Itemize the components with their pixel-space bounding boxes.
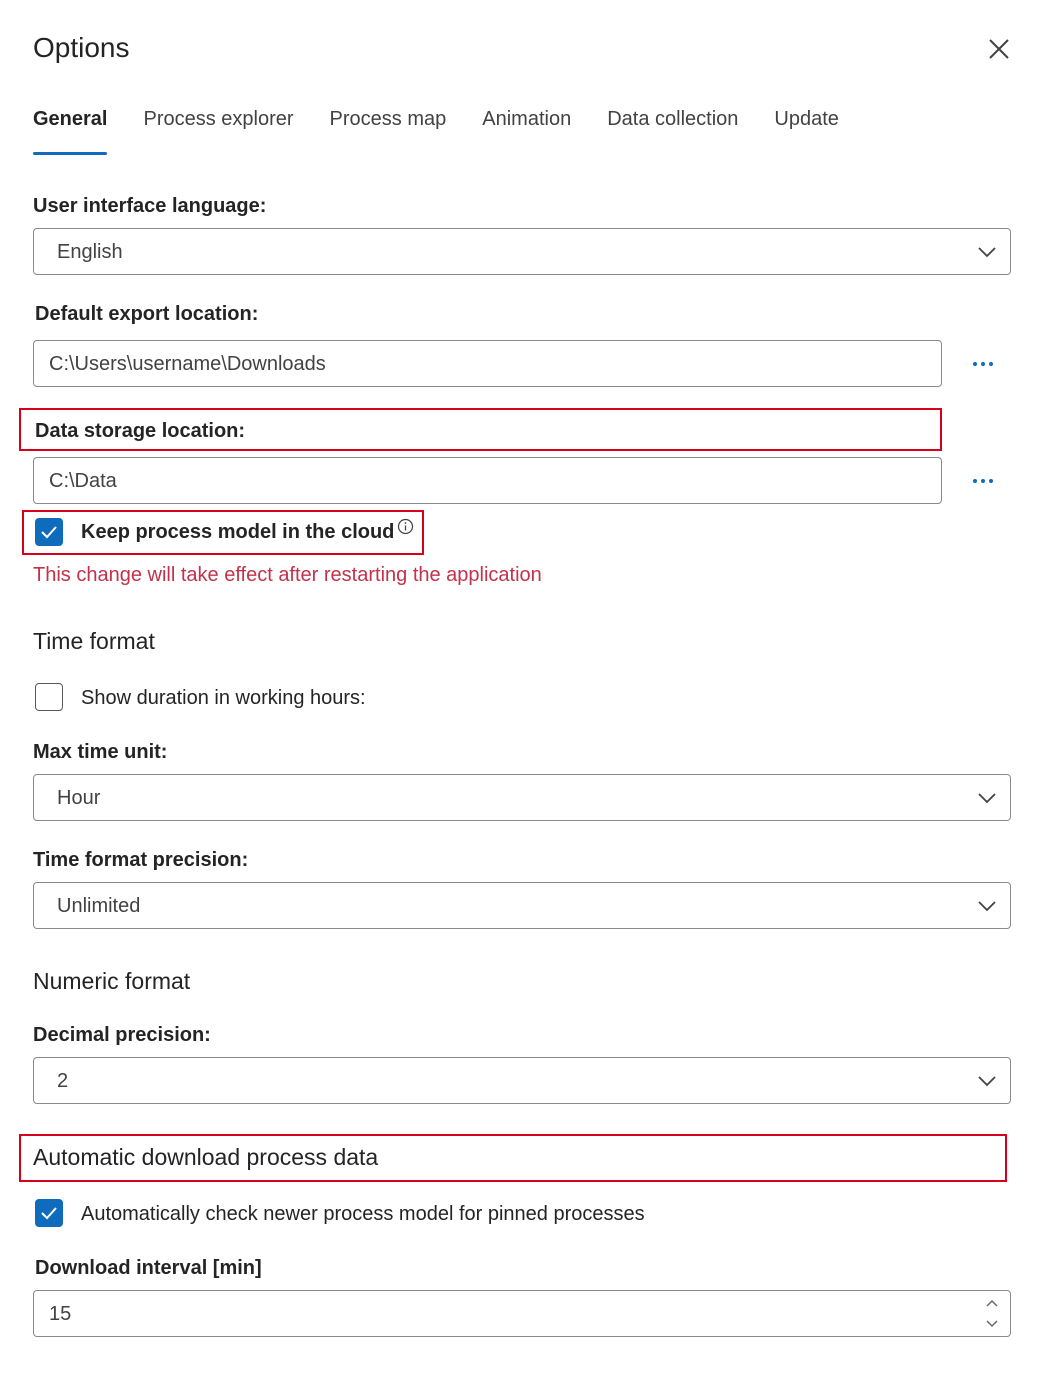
- chevron-down-icon[interactable]: [984, 1317, 1000, 1331]
- storage-location-field[interactable]: [33, 457, 942, 504]
- storage-location-label: Data storage location:: [35, 420, 246, 442]
- auto-download-heading: Automatic download process data: [33, 1144, 379, 1170]
- ui-language-label: User interface language:: [33, 195, 267, 217]
- info-icon[interactable]: [397, 518, 414, 535]
- browse-export-more-icon[interactable]: [971, 359, 995, 369]
- export-location-label: Default export location:: [35, 303, 259, 325]
- tab-bar: [33, 108, 875, 158]
- dialog-title: Options: [33, 32, 130, 63]
- download-interval-label: Download interval [min]: [35, 1257, 262, 1279]
- time-precision-select[interactable]: [33, 882, 1011, 929]
- close-icon[interactable]: [986, 36, 1012, 62]
- working-hours-label: Show duration in working hours:: [81, 687, 366, 709]
- browse-storage-more-icon[interactable]: [971, 476, 995, 486]
- export-location-value: C:\Users\username\Downloads: [49, 353, 326, 375]
- chevron-down-icon: [976, 895, 998, 917]
- decimal-precision-label: Decimal precision:: [33, 1024, 211, 1046]
- ui-language-select[interactable]: [33, 228, 1011, 275]
- storage-location-value: C:\Data: [49, 470, 117, 492]
- decimal-precision-select[interactable]: [33, 1057, 1011, 1104]
- download-interval-value: 15: [49, 1303, 72, 1325]
- chevron-down-icon: [976, 787, 998, 809]
- time-precision-value: Unlimited: [57, 895, 141, 917]
- tab-data-collection[interactable]: Data collection: [607, 108, 739, 130]
- ui-language-value: English: [57, 241, 123, 263]
- time-format-heading: Time format: [33, 628, 155, 654]
- decimal-precision-value: 2: [57, 1070, 69, 1092]
- export-location-field[interactable]: [33, 340, 942, 387]
- auto-check-checkbox[interactable]: [35, 1199, 63, 1227]
- tab-process-map[interactable]: Process map: [329, 108, 447, 130]
- chevron-down-icon: [976, 1070, 998, 1092]
- chevron-down-icon: [976, 241, 998, 263]
- working-hours-checkbox[interactable]: [35, 683, 63, 711]
- time-precision-label: Time format precision:: [33, 849, 249, 871]
- keep-cloud-checkbox[interactable]: [35, 518, 63, 546]
- tab-process-explorer[interactable]: Process explorer: [143, 108, 294, 130]
- tab-update[interactable]: Update: [774, 108, 839, 130]
- download-interval-spinbox[interactable]: [33, 1290, 1011, 1337]
- max-time-unit-value: Hour: [57, 787, 101, 809]
- max-time-unit-label: Max time unit:: [33, 741, 168, 763]
- auto-check-label: Automatically check newer process model for pinned processes: [81, 1203, 645, 1225]
- keep-cloud-label: Keep process model in the cloud: [81, 521, 395, 543]
- tab-general[interactable]: General: [33, 108, 107, 154]
- restart-warning: This change will take effect after restarting the application: [33, 564, 542, 586]
- chevron-up-icon[interactable]: [984, 1296, 1000, 1310]
- max-time-unit-select[interactable]: [33, 774, 1011, 821]
- tab-animation[interactable]: Animation: [482, 108, 572, 130]
- numeric-format-heading: Numeric format: [33, 968, 191, 994]
- checkmark-icon: [35, 1199, 63, 1227]
- checkmark-icon: [35, 518, 63, 546]
